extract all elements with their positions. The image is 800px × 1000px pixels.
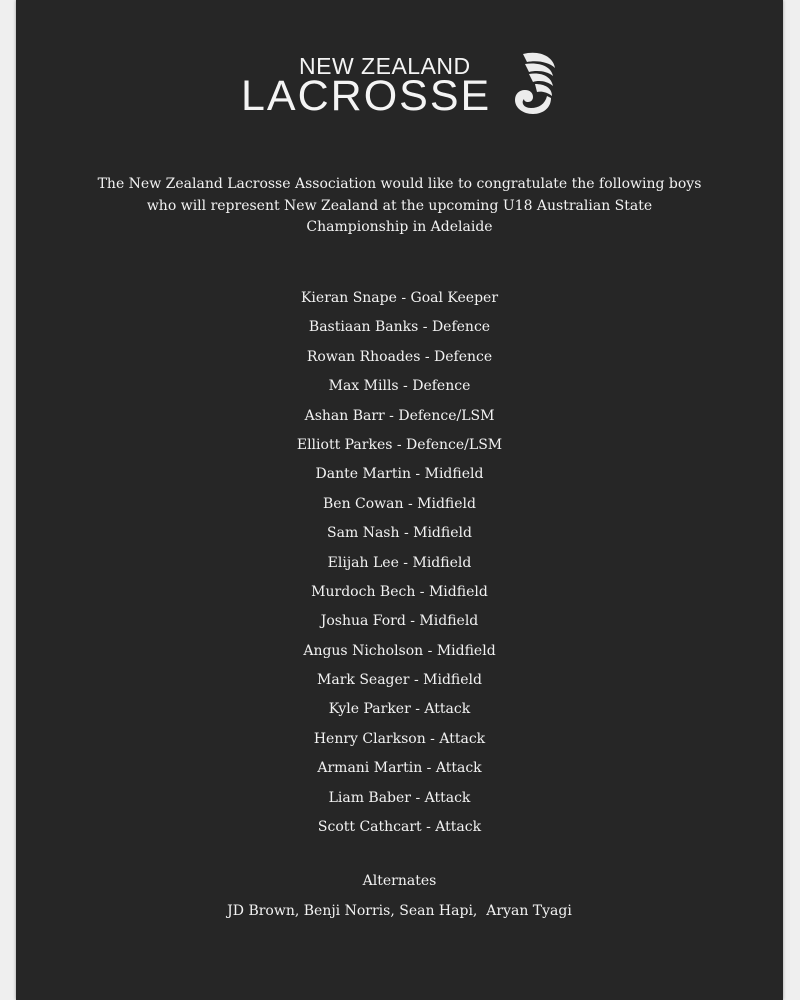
roster-item: Liam Baber - Attack (328, 789, 471, 806)
roster-item: Murdoch Bech - Midfield (311, 583, 488, 600)
logo-line-lacrosse: LACROSSE (241, 72, 492, 120)
roster-item: Henry Clarkson - Attack (313, 730, 486, 747)
roster-item: Dante Martin - Midfield (315, 466, 484, 483)
announcement-page (16, 0, 783, 1000)
alternates-names: JD Brown, Benji Norris, Sean Hapi, Aryan Tyagi (227, 903, 572, 919)
alternates-heading: Alternates (362, 873, 437, 889)
roster-item: Sam Nash - Midfield (327, 525, 472, 542)
roster-item: Elijah Lee - Midfield (327, 554, 472, 571)
intro-paragraph: The New Zealand Lacrosse Association would like to congratulate the following boys who will represent New Zealand at the upcoming U18 Australian State Championship in Adelaide (97, 176, 702, 235)
roster-item: Ben Cowan - Midfield (323, 495, 476, 512)
logo-line-new-zealand: NEW ZEALAND (299, 53, 471, 79)
roster-item: Armani Martin - Attack (317, 760, 482, 777)
roster-item: Elliott Parkes - Defence/LSM (296, 436, 503, 453)
roster-item: Kyle Parker - Attack (328, 701, 471, 718)
roster-item: Bastiaan Banks - Defence (308, 319, 491, 336)
koru-fern-helmet-icon (509, 50, 561, 118)
roster-item: Max Mills - Defence (328, 378, 471, 395)
roster-item: Mark Seager - Midfield (317, 672, 482, 689)
nz-lacrosse-logo (241, 50, 571, 125)
roster-item: Angus Nicholson - Midfield (303, 642, 496, 659)
player-roster (16, 287, 783, 845)
roster-item: Scott Cathcart - Attack (317, 819, 482, 836)
roster-item: Kieran Snape - Goal Keeper (300, 290, 499, 306)
roster-item: Ashan Barr - Defence/LSM (304, 407, 495, 424)
roster-item: Rowan Rhoades - Defence (306, 348, 493, 365)
roster-item: Joshua Ford - Midfield (320, 613, 479, 630)
